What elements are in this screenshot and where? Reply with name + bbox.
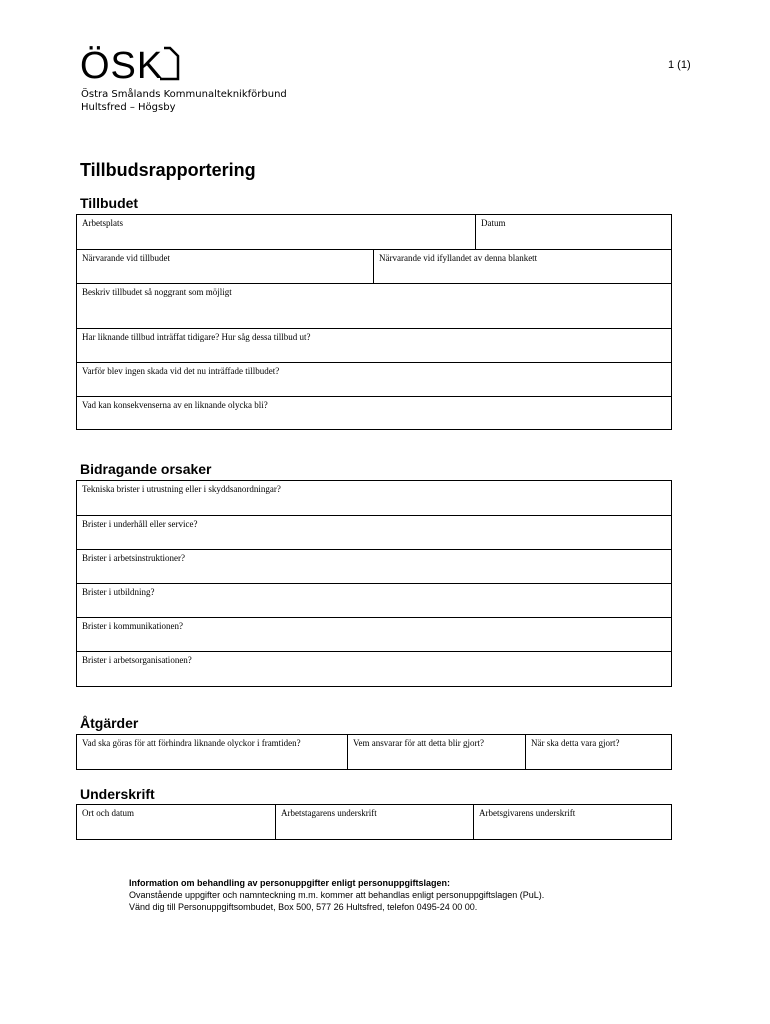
table-row [77,396,671,429]
logo-text: ÖSK [80,45,164,82]
org-name: Östra Smålands Kommunalteknikförbund [81,89,287,100]
underskrift-table [76,804,672,840]
table-row [77,617,671,651]
table-row [77,515,671,549]
table-row [77,549,671,583]
org-location: Hultsfred – Högsby [81,102,176,113]
arbetsorganisation-field[interactable]: Brister i arbetsorganisationen? [82,655,192,665]
table-row [77,583,671,617]
utbildning-field[interactable]: Brister i utbildning? [82,587,155,597]
beskriv-field[interactable]: Beskriv tillbudet så noggrant som möjligt [82,287,232,297]
table-row [77,328,671,362]
narvarande-field[interactable]: Närvarande vid tillbudet [82,253,170,263]
privacy-info-line1: Ovanstående uppgifter och namnteckning m.m. kommer att behandlas enligt personuppgiftslagen (PuL). [129,890,545,900]
section-underskrift-heading: Underskrift [80,786,155,802]
kommunikation-field[interactable]: Brister i kommunikationen? [82,621,183,631]
atgard-vem-field[interactable]: Vem ansvarar för att detta blir gjort? [347,735,525,769]
arbetstagare-signature-field[interactable]: Arbetstagarens underskrift [275,805,473,839]
liknande-field[interactable]: Har liknande tillbud inträffat tidigare? Hur såg dessa tillbud ut? [82,332,311,342]
datum-field[interactable]: Datum [475,215,671,249]
table-row [77,735,671,769]
section-atgarder-heading: Åtgärder [80,715,139,731]
page-title: Tillbudsrapportering [80,160,256,180]
atgard-nar-field[interactable]: När ska detta vara gjort? [525,735,671,769]
table-row [77,651,671,686]
konsekvenser-field[interactable]: Vad kan konsekvenserna av en liknande olycka bli? [82,400,268,410]
atgard-vad-field[interactable]: Vad ska göras för att förhindra liknande olyckor i framtiden? [82,738,301,748]
osk-logo [80,42,180,82]
page-number: 1 (1) [668,59,691,71]
section-bidragande-heading: Bidragande orsaker [80,461,212,477]
bidragande-table [76,480,672,687]
table-row [77,805,671,839]
table-row [77,283,671,328]
underhall-field[interactable]: Brister i underhåll eller service? [82,519,198,529]
tillbudet-table [76,214,672,430]
tekniska-brister-field[interactable]: Tekniska brister i utrustning eller i skyddsanordningar? [82,484,281,494]
privacy-info [129,877,544,913]
atgarder-table [76,734,672,770]
narvarande-ifyll-field[interactable]: Närvarande vid ifyllandet av denna blankett [373,250,671,283]
privacy-info-heading: Information om behandling av personuppgifter enligt personuppgiftslagen: [129,878,451,888]
arbetsplats-field[interactable]: Arbetsplats [82,218,123,228]
table-row [77,215,671,249]
arbetsgivare-signature-field[interactable]: Arbetsgivarens underskrift [473,805,671,839]
table-row [77,362,671,396]
table-row [77,249,671,283]
table-row [77,481,671,515]
arbetsinstruktioner-field[interactable]: Brister i arbetsinstruktioner? [82,553,185,563]
varfor-field[interactable]: Varför blev ingen skada vid det nu inträffade tillbudet? [82,366,280,376]
section-tillbudet-heading: Tillbudet [80,195,139,211]
privacy-info-line2: Vänd dig till Personuppgiftsombudet, Box 500, 577 26 Hultsfred, telefon 0495-24 00 00. [129,902,478,912]
org-info [81,88,287,114]
ort-datum-field[interactable]: Ort och datum [82,808,134,818]
